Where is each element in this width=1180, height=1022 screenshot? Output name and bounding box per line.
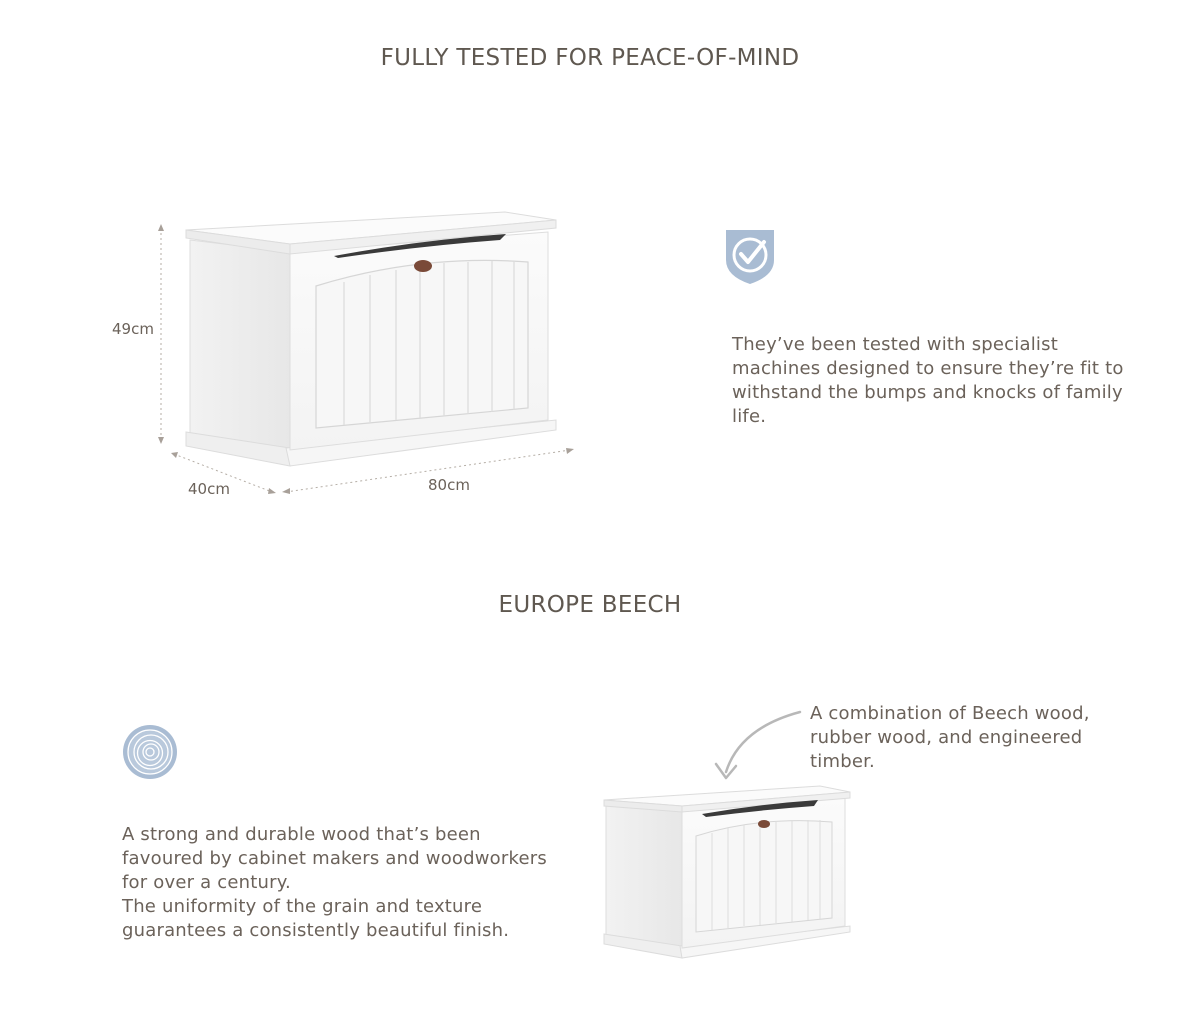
depth-dimension-label: 40cm <box>188 480 230 498</box>
material-description-line2: The uniformity of the grain and texture guarantees a consistently beautiful finish. <box>122 896 510 941</box>
shield-check-icon <box>726 230 774 284</box>
toy-box-large <box>186 212 556 466</box>
brand-badge-large <box>414 260 432 272</box>
material-description <box>122 823 562 943</box>
material-section-title: EUROPE BEECH <box>498 592 682 618</box>
callout-arrow <box>716 712 800 778</box>
height-dimension-label: 49cm <box>112 320 154 338</box>
brand-badge-small <box>758 820 770 828</box>
material-description-line1: A strong and durable wood that’s been favoured by cabinet makers and woodworkers for over a century. <box>122 824 547 893</box>
testing-section-title: FULLY TESTED FOR PEACE-OF-MIND <box>380 45 800 71</box>
wood-rings-icon <box>123 725 177 779</box>
material-callout-text: A combination of Beech wood, rubber wood, and engineered timber. <box>810 703 1090 772</box>
toy-box-small <box>604 786 850 958</box>
width-dimension-label: 80cm <box>428 476 470 494</box>
testing-description: They’ve been tested with specialist machines designed to ensure they’re fit to withstand the bumps and knocks of family life. <box>732 334 1124 427</box>
